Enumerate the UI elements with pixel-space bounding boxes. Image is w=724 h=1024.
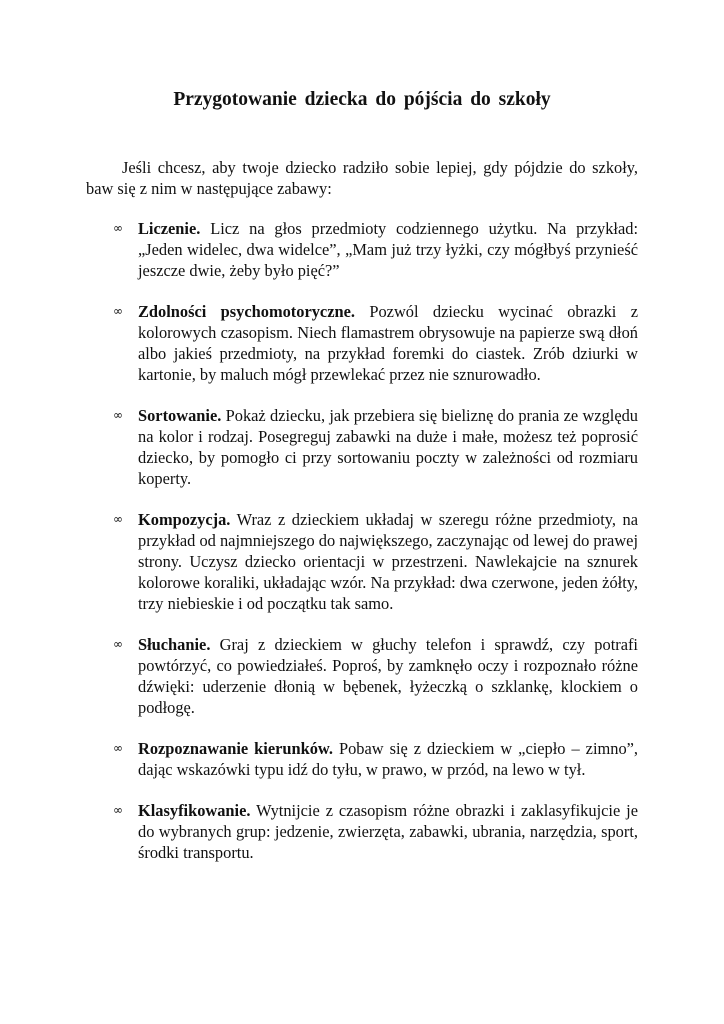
infinity-bullet-icon: ∞ (113, 637, 123, 651)
item-text: Pobaw się z dzieckiem w „ciepło – zimno”, dając wskazówki typu idź do tyłu, w prawo, w przód, na lewo w tył. (138, 739, 639, 779)
list-item (86, 800, 638, 863)
item-text: Wytnijcie z czasopism różne obrazki i zaklasyfikujcie je do wybranych grup: jedzenie, zwierzęta, zabawki, ubrania, narzędzia, sport, środki transportu. (138, 801, 638, 862)
activity-list (86, 218, 638, 863)
item-text: Licz na głos przedmioty codziennego użytku. Na przykład: „Jeden widelec, dwa widelce”, „Mam już trzy łyżki, czy mógłbyś przynieść jeszcze dwie, żeby było pięć?” (138, 219, 638, 280)
infinity-bullet-icon: ∞ (113, 741, 123, 755)
item-term: Rozpoznawanie kierunków. (138, 739, 333, 758)
infinity-bullet-icon: ∞ (113, 408, 123, 422)
list-item (86, 509, 638, 614)
infinity-bullet-icon: ∞ (113, 304, 123, 318)
item-text: Pokaż dziecku, jak przebiera się bieliznę do prania ze względu na kolor i rodzaj. Posegreguj zabawki na duże i małe, możesz też poprosić dziecko, by pomogło ci przy sortowaniu poczty w zależności od rozmiaru koperty. (138, 406, 638, 488)
list-item (86, 405, 638, 489)
item-term: Liczenie. (138, 219, 201, 238)
document-title: Przygotowanie dziecka do pójścia do szkoły (173, 89, 551, 110)
item-text: Graj z dzieckiem w głuchy telefon i sprawdź, czy potrafi powtórzyć, co powiedziałeś. Poproś, by zamknęło oczy i rozpoznało różne dźwięki: uderzenie dłonią w bębenek, łyżeczką o szklankę, klockiem o podłogę. (138, 635, 638, 717)
infinity-bullet-icon: ∞ (113, 803, 123, 817)
item-term: Kompozycja. (138, 510, 231, 529)
item-term: Sortowanie. (138, 406, 222, 425)
item-text: Wraz z dzieckiem układaj w szeregu różne przedmioty, na przykład od najmniejszego do największego, zaczynając od lewej do prawej strony. Uczysz dziecko orientacji w przestrzeni. Nawlekajcie na sznurek kolorowe koraliki, układając wzór. Na przykład: dwa czerwone, jeden żółty, trzy niebieskie i od początku tak samo. (138, 510, 638, 613)
item-term: Słuchanie. (138, 635, 211, 654)
infinity-bullet-icon: ∞ (113, 512, 123, 526)
intro-paragraph: Jeśli chcesz, aby twoje dziecko radziło sobie lepiej, gdy pójdzie do szkoły, baw się z nim w następujące zabawy: (86, 158, 638, 198)
list-item (86, 301, 638, 385)
item-text: Pozwól dziecku wycinać obrazki z kolorowych czasopism. Niech flamastrem obrysowuje na papierze swą dłoń albo jakieś przedmioty, na przykład foremki do ciastek. Zrób dziurki w kartonie, by maluch mógł przewlekać przez nie sznurowadło. (138, 302, 638, 384)
item-term: Klasyfikowanie. (138, 801, 251, 820)
list-item (86, 738, 638, 780)
list-item (86, 634, 638, 718)
list-item (86, 218, 638, 281)
infinity-bullet-icon: ∞ (113, 221, 123, 235)
item-term: Zdolności psychomotoryczne. (138, 302, 355, 321)
